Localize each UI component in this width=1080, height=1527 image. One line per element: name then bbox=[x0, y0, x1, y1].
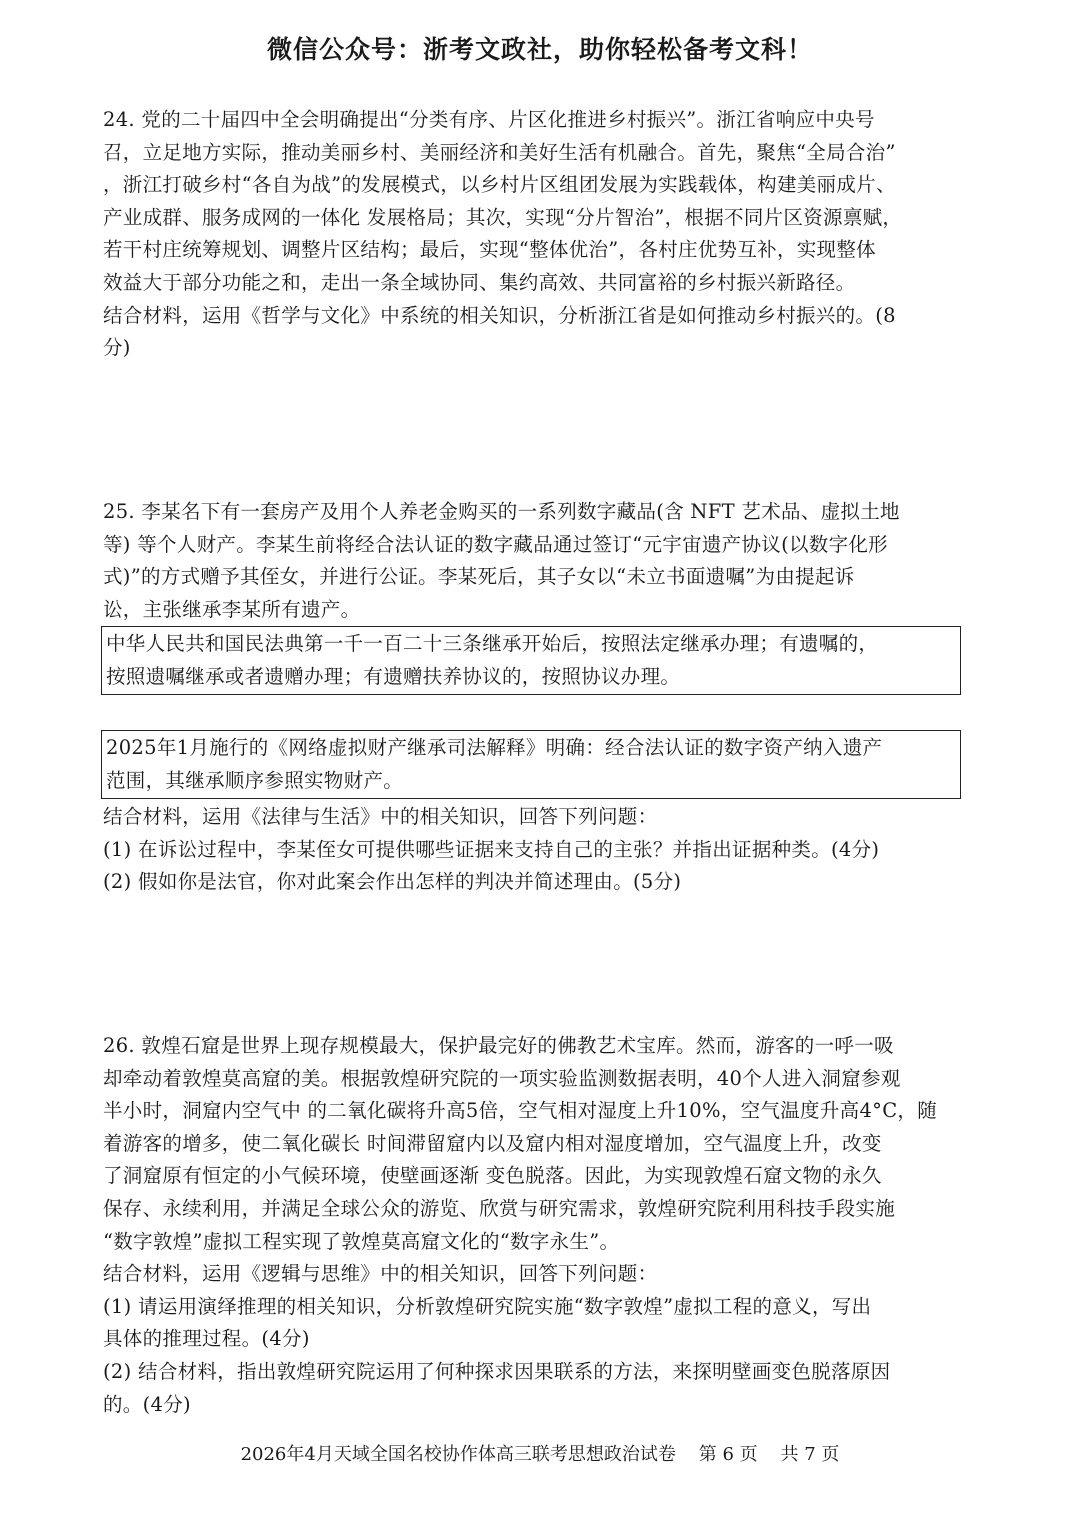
q24-line: 24. 党的二十届四中全会明确提出“分类有序、片区化推进乡村振兴”。浙江省响应中央号 bbox=[103, 108, 875, 131]
header-banner: 微信公众号：浙考文政社，助你轻松备考文科！ bbox=[266, 35, 813, 64]
q26-subquestion-1: 具体的推理过程。(4分) bbox=[103, 1327, 310, 1351]
q26-subquestion-2: 的。(4分) bbox=[103, 1392, 191, 1416]
q26-line: 半小时，洞窟内空气中 的二氧化碳将升高5倍，空气相对湿度上升10%，空气温度升高4°C，随 bbox=[103, 1099, 938, 1123]
q26-line: 着游客的增多，使二氧化碳长 时间滞留窟内以及窟内相对湿度增加，空气温度上升，改变 bbox=[103, 1131, 882, 1155]
q26-line: 26. 敦煌石窟是世界上现存规模最大，保护最完好的佛教艺术宝库。然而，游客的一呼一吸 bbox=[103, 1034, 894, 1057]
q25-line: 25. 李某名下有一套房产及用个人养老金购买的一系列数字藏品(含 NFT 艺术品、虚拟土地 bbox=[103, 500, 900, 523]
question-24 bbox=[103, 104, 973, 365]
q26-subquestion-1: (1) 请运用演绎推理的相关知识，分析敦煌研究院实施“数字敦煌”虚拟工程的意义，写出 bbox=[103, 1294, 872, 1318]
q25-line: 式)”的方式赠予其侄女，并进行公证。李某死后，其子女以“未立书面遗嘱”为由提起诉 bbox=[103, 565, 855, 589]
page-footer: 2026年4月天域全国名校协作体高三联考思想政治试卷 第 6 页 共 7 页 bbox=[240, 1444, 840, 1465]
q26-line: 保存、永续利用，并满足全球公众的游览、欣赏与研究需求，敦煌研究院利用科技手段实施 bbox=[103, 1196, 896, 1220]
q25-line: 讼，主张继承李某所有遗产。 bbox=[103, 597, 361, 621]
civil-code-line: 按照遗嘱继承或者遗赠办理；有遗赠扶养协议的，按照协议办理。 bbox=[106, 664, 681, 688]
civil-code-box bbox=[101, 626, 961, 695]
judicial-interpretation-line: 2025年1月施行的《网络虚拟财产继承司法解释》明确：经合法认证的数字资产纳入遗产 bbox=[106, 736, 883, 759]
q24-line: 若干村庄统筹规划、调整片区结构；最后，实现“整体优治”，各村庄优势互补，实现整体 bbox=[103, 238, 876, 262]
q24-line: 产业成群、服务成网的一体化 发展格局；其次，实现“分片智治”，根据不同片区资源禀赋， bbox=[103, 205, 903, 229]
q24-line: 召，立足地方实际，推动美丽乡村、美丽经济和美好生活有机融合。首先，聚焦“全局合治” bbox=[103, 140, 896, 164]
civil-code-line: 中华人民共和国民法典第一千一百二十三条继承开始后，按照法定继承办理；有遗嘱的， bbox=[106, 632, 879, 655]
q25-subquestion-2: (2) 假如你是法官，你对此案会作出怎样的判决并简述理由。(5分) bbox=[103, 870, 682, 894]
judicial-interpretation-box bbox=[101, 730, 961, 799]
q26-line: “数字敦煌”虚拟工程实现了敦煌莫高窟文化的“数字永生”。 bbox=[103, 1229, 620, 1253]
q26-line: 了洞窟原有恒定的小气候环境，使壁画逐渐 变色脱落。因此，为实现敦煌石窟文物的永久 bbox=[103, 1164, 882, 1188]
q26-line: 却牵动着敦煌莫高窟的美。根据敦煌研究院的一项实验监测数据表明，40个人进入洞窟参观 bbox=[103, 1066, 901, 1090]
judicial-interpretation-line: 范围，其继承顺序参照实物财产。 bbox=[106, 768, 404, 792]
q24-prompt: 结合材料，运用《哲学与文化》中系统的相关知识，分析浙江省是如何推动乡村振兴的。(8 bbox=[103, 303, 896, 327]
q26-prompt: 结合材料，运用《逻辑与思维》中的相关知识，回答下列问题： bbox=[103, 1262, 658, 1286]
q24-line: ，浙江打破乡村“各自为战”的发展模式，以乡村片区组团发展为实践载体，构建美丽成片、 bbox=[103, 173, 896, 197]
q24-line: 效益大于部分功能之和，走出一条全域协同、集约高效、共同富裕的乡村振兴新路径。 bbox=[103, 270, 856, 294]
question-25 bbox=[103, 496, 973, 626]
q24-prompt: 分) bbox=[103, 336, 131, 360]
question-26 bbox=[103, 1030, 973, 1421]
q25-prompt: 结合材料，运用《法律与生活》中的相关知识，回答下列问题： bbox=[103, 805, 658, 828]
question-25-tasks bbox=[103, 801, 973, 899]
q26-subquestion-2: (2) 结合材料，指出敦煌研究院运用了何种探求因果联系的方法，来探明壁画变色脱落原因 bbox=[103, 1359, 891, 1383]
q25-subquestion-1: (1) 在诉讼过程中，李某侄女可提供哪些证据来支持自己的主张？并指出证据种类。(4分) bbox=[103, 837, 880, 861]
q25-line: 等) 等个人财产。李某生前将经合法认证的数字藏品通过签订“元宇宙遗产协议(以数字化形 bbox=[103, 532, 888, 556]
